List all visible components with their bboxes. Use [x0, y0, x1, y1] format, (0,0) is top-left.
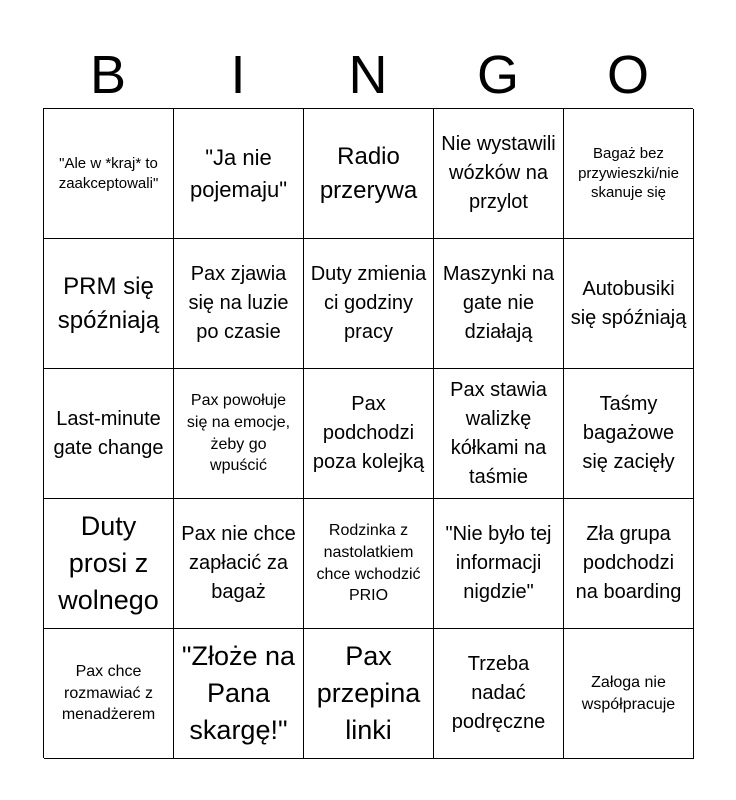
bingo-cell-r3c4[interactable]: [434, 369, 564, 499]
cell-text: Rodzinka z nastolatkiem chce wchodzić PRIO: [316, 522, 421, 605]
bingo-cell-r2c1[interactable]: [44, 239, 174, 369]
bingo-cell-r4c2[interactable]: [174, 499, 304, 629]
cell-text: Last-minute gate change: [53, 407, 164, 459]
cell-text: Taśmy bagażowe się zacięły: [582, 393, 675, 473]
cell-text: "Ale w *kraj* to zaakceptowali": [58, 155, 159, 192]
header-letter-i: I: [230, 45, 246, 105]
cell-text: Bagaż bez przywieszki/nie skanuje się: [578, 145, 679, 202]
bingo-cell-r1c2[interactable]: [174, 109, 304, 239]
cell-text: Zła grupa podchodzi na boarding: [575, 523, 682, 603]
cell-text: Pax podchodzi poza kolejką: [312, 393, 425, 473]
bingo-cell-r1c5[interactable]: [564, 109, 694, 239]
header-letter-o: O: [606, 45, 649, 105]
bingo-cell-r2c2[interactable]: [174, 239, 304, 369]
cell-text: "Złoże na Pana skargę!": [181, 640, 296, 746]
bingo-cell-r1c3[interactable]: [304, 109, 434, 239]
bingo-cell-r2c5[interactable]: [564, 239, 694, 369]
cell-text: Maszynki na gate nie działają: [442, 263, 555, 343]
header-letter-g: G: [476, 45, 519, 105]
bingo-cell-r3c3[interactable]: [304, 369, 434, 499]
bingo-cell-r5c4[interactable]: [434, 629, 564, 759]
cell-text: Duty prosi z wolnego: [58, 510, 159, 616]
cell-text: "Nie było tej informacji nigdzie": [445, 523, 552, 603]
cell-text: Autobusiki się spóźniają: [570, 277, 687, 329]
bingo-cell-r3c1[interactable]: [44, 369, 174, 499]
cell-text: Pax powołuje się na emocje, żeby go wpuścić: [186, 392, 291, 475]
bingo-cell-r1c1[interactable]: [44, 109, 174, 239]
header-letter-n: N: [348, 45, 388, 105]
cell-text: Duty zmienia ci godziny pracy: [310, 263, 427, 343]
bingo-cell-r5c2[interactable]: [174, 629, 304, 759]
cell-text: "Ja nie pojemaju": [189, 144, 288, 202]
cell-text: Pax zjawia się na luzie po czasie: [188, 263, 289, 343]
bingo-cell-r3c5[interactable]: [564, 369, 694, 499]
cell-text: Pax przepina linki: [316, 640, 421, 746]
cell-text: Nie wystawili wózków na przylot: [441, 133, 556, 213]
cell-text: Radio przerywa: [319, 142, 418, 204]
cell-text: Załoga nie współpracuje: [581, 673, 676, 713]
cell-text: Pax stawia walizkę kółkami na taśmie: [450, 378, 547, 488]
cell-text: PRM się spóźniają: [57, 272, 160, 334]
bingo-cell-r5c3[interactable]: [304, 629, 434, 759]
bingo-cell-r2c4[interactable]: [434, 239, 564, 369]
cell-text: Pax chce rozmawiać z menadżerem: [61, 663, 156, 724]
cell-text: Trzeba nadać podręczne: [451, 653, 546, 733]
bingo-cell-r4c3[interactable]: [304, 499, 434, 629]
bingo-board: [43, 108, 693, 758]
header-letter-b: B: [89, 45, 127, 105]
bingo-cell-r2c3[interactable]: [304, 239, 434, 369]
bingo-cell-r5c5[interactable]: [564, 629, 694, 759]
bingo-cell-r3c2[interactable]: [174, 369, 304, 499]
bingo-cell-r4c4[interactable]: [434, 499, 564, 629]
bingo-header: [43, 42, 693, 108]
bingo-cell-r1c4[interactable]: [434, 109, 564, 239]
bingo-cell-r4c5[interactable]: [564, 499, 694, 629]
bingo-cell-r5c1[interactable]: [44, 629, 174, 759]
bingo-cell-r4c1[interactable]: [44, 499, 174, 629]
cell-text: Pax nie chce zapłacić za bagaż: [181, 523, 296, 603]
